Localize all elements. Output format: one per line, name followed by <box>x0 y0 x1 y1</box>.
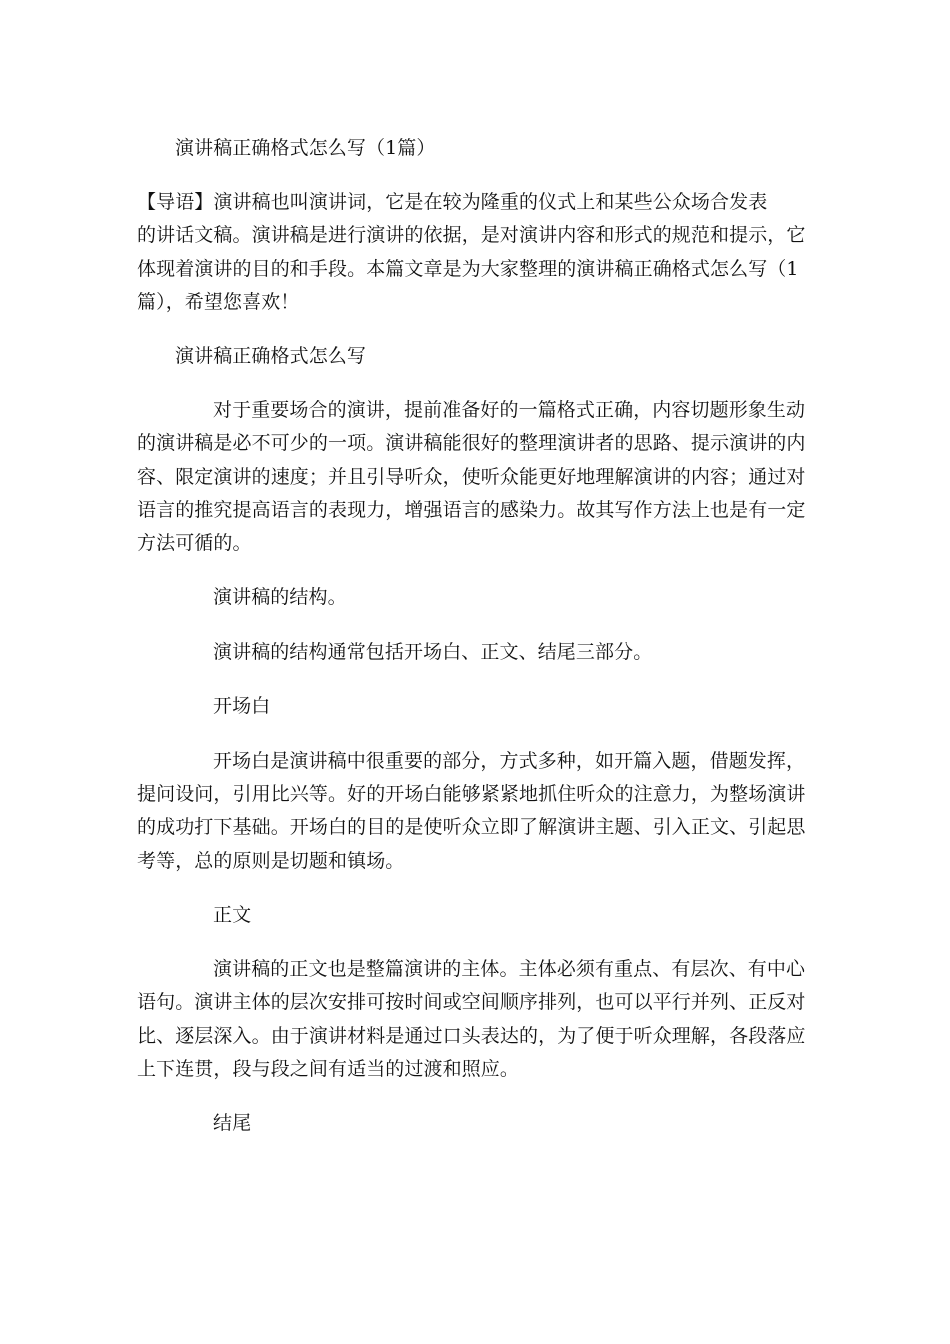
opening-line-2: 提问设问，引用比兴等。好的开场白能够紧紧地抓住听众的注意力，为整场演讲 <box>137 783 806 805</box>
paragraph-line-5: 方法可循的。 <box>137 532 252 554</box>
structure-heading: 演讲稿的结构。 <box>213 586 347 608</box>
intro-line-3: 体现着演讲的目的和手段。本篇文章是为大家整理的演讲稿正确格式怎么写（1 <box>137 258 799 280</box>
intro-line-2: 的讲话文稿。演讲稿是进行演讲的依据，是对演讲内容和形式的规范和提示，它 <box>137 224 806 246</box>
body-heading: 正文 <box>213 904 252 926</box>
paragraph-line-1: 对于重要场合的演讲，提前准备好的一篇格式正确，内容切题形象生动 <box>213 399 806 421</box>
intro-line-1: 【导语】演讲稿也叫演讲词，它是在较为隆重的仪式上和某些公众场合发表 <box>137 191 768 213</box>
body-line-2: 语句。演讲主体的层次安排可按时间或空间顺序排列，也可以平行并列、正反对 <box>137 991 806 1013</box>
structure-summary: 演讲稿的结构通常包括开场白、正文、结尾三部分。 <box>213 641 653 663</box>
section-heading: 演讲稿正确格式怎么写 <box>175 345 367 367</box>
paragraph-line-3: 容、限定演讲的速度；并且引导听众，使听众能更好地理解演讲的内容；通过对 <box>137 466 806 488</box>
ending-heading: 结尾 <box>213 1112 252 1134</box>
intro-line-4: 篇），希望您喜欢！ <box>137 291 300 313</box>
opening-heading: 开场白 <box>213 695 271 717</box>
body-line-4: 上下连贯，段与段之间有适当的过渡和照应。 <box>137 1058 520 1080</box>
opening-line-4: 考等，总的原则是切题和镇场。 <box>137 850 405 872</box>
body-line-3: 比、逐层深入。由于演讲材料是通过口头表达的，为了便于听众理解，各段落应 <box>137 1025 806 1047</box>
paragraph-line-2: 的演讲稿是必不可少的一项。演讲稿能很好的整理演讲者的思路、提示演讲的内 <box>137 432 806 454</box>
body-line-1: 演讲稿的正文也是整篇演讲的主体。主体必须有重点、有层次、有中心 <box>213 958 806 980</box>
opening-line-1: 开场白是演讲稿中很重要的部分，方式多种，如开篇入题，借题发挥， <box>213 750 806 772</box>
opening-line-3: 的成功打下基础。开场白的目的是使听众立即了解演讲主题、引入正文、引起思 <box>137 816 806 838</box>
paragraph-line-4: 语言的推究提高语言的表现力，增强语言的感染力。故其写作方法上也是有一定 <box>137 499 806 521</box>
document-title: 演讲稿正确格式怎么写（1篇） <box>175 137 436 159</box>
